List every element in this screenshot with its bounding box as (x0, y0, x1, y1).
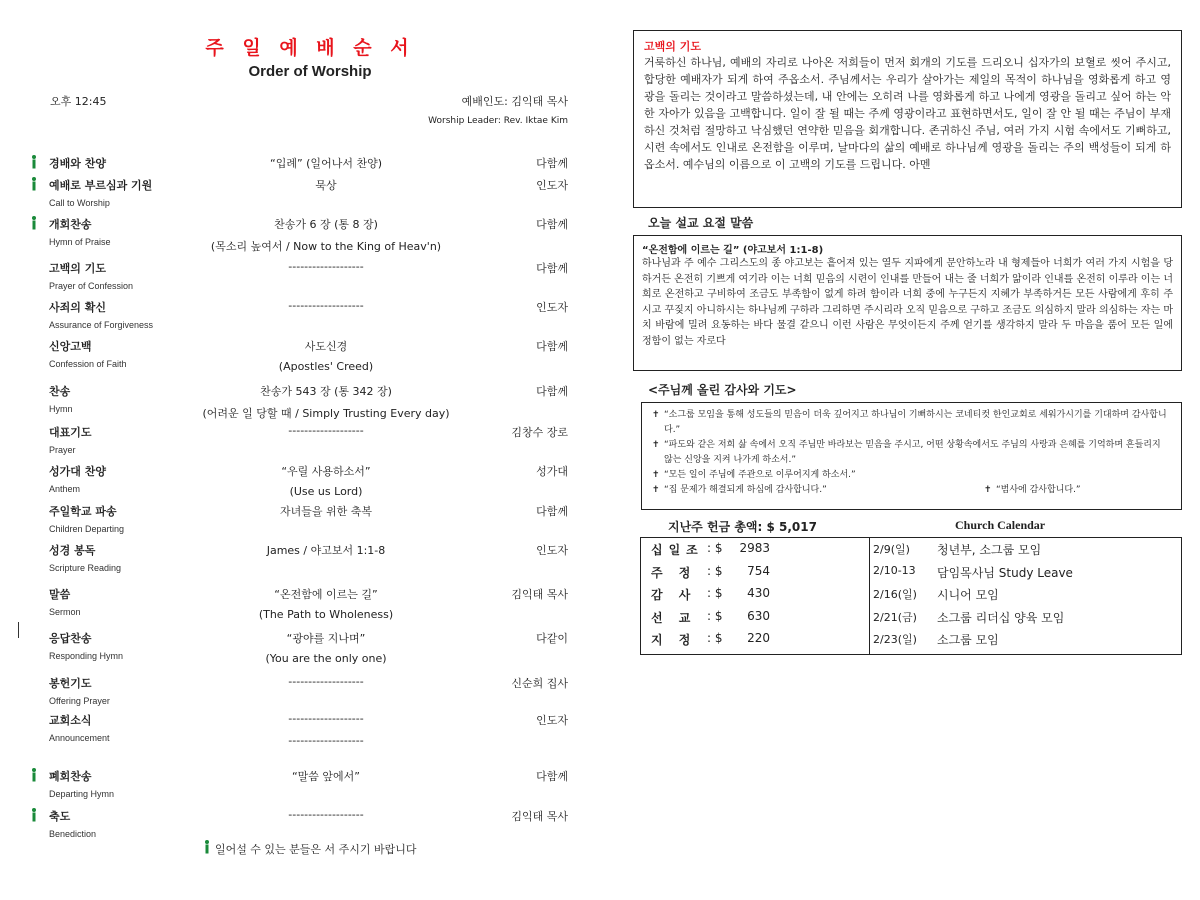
offering-calendar-row (641, 609, 1183, 631)
prayer-requests-box (641, 402, 1182, 510)
order-item-title: 신앙고백 (49, 340, 92, 353)
offering-calendar-row (641, 564, 1183, 586)
order-item-leader: 다함께 (536, 505, 568, 518)
order-item-leader: 다함께 (536, 340, 568, 353)
order-item-title: 예배로 부르심과 기원 (49, 179, 153, 192)
order-item (0, 338, 620, 378)
order-item-leader: 다함께 (536, 157, 568, 170)
order-item-detail: 찬송가 543 장 (통 342 장) (260, 385, 392, 398)
offering-calendar-row (641, 631, 1183, 653)
text-cursor (18, 622, 19, 638)
order-item-detail: ------------------- (288, 712, 364, 725)
order-item-english: Prayer of Confession (49, 281, 134, 291)
order-item-detail: “광야를 지나며” (286, 632, 366, 645)
calendar-date: 2/10-13 (873, 564, 916, 577)
standing-note (0, 840, 620, 857)
confession-heading: 고백의 기도 (644, 40, 701, 53)
order-item-leader: 김익태 목사 (511, 588, 568, 601)
order-item-leader: 인도자 (536, 544, 568, 557)
order-item (0, 424, 620, 464)
order-item-leader: 인도자 (536, 301, 568, 314)
dollar-sign: : $ (707, 541, 723, 555)
offering-amount: 754 (747, 564, 770, 578)
order-item-title: 찬송 (49, 385, 71, 398)
calendar-date: 2/23(일) (873, 633, 917, 646)
prayer-item: ✝ “집 문제가 해결되게 하심에 감사합니다.” (652, 483, 984, 498)
order-item-leader: 인도자 (536, 179, 568, 192)
order-item-detail: “입례” (일어나서 찬양) (270, 157, 382, 170)
order-item-title: 사죄의 확신 (49, 301, 106, 314)
order-item-leader: 다함께 (536, 770, 568, 783)
order-item-detail: “말씀 앞에서” (291, 770, 361, 783)
dollar-sign: : $ (707, 586, 723, 600)
order-item (0, 586, 620, 626)
offering-category: 주 정 (651, 566, 697, 580)
offering-amount: 630 (747, 609, 770, 623)
confession-text: 거룩하신 하나님, 예배의 자리로 나아온 저희들이 먼저 회개의 기도를 드리오니 십자가의 보혈로 씻어 주시고, 합당한 예배자가 되게 하여 주옵소서. 주님께서는 우리가 살아가는 제일의 목적이 하나님을 영화롭게 하고 영광을 돌리는 것이라고 말씀하셨는데, 내 안에는 오히려 나를 영화롭게 하고 나에게 영광을 돌리고 싶어 하는 악한 자아가 있음을 고백합니다. 일이 잘 될 때는 주께 영광이라고 표현하면서도, 일이 잘 안 될 때는 주님이 부재하신 것처럼 절망하고 낙심했던 연약한 믿음을 회개합니다. 존귀하신 주님, 여러 가지 시험 속에서도 기뻐하고, 시련 속에서도 인내로 온전함을 이루며, 날마다의 삶의 예배로 하나님께 영광을 돌리는 주의 백성들이 되게 하옵소서. 예수님의 이름으로 이 고백의 기도를 드립니다. 아멘 (644, 56, 1171, 171)
order-item-leader: 김익태 목사 (511, 810, 568, 823)
cross-icon: ✝ (652, 485, 660, 495)
order-item-title: 성가대 찬양 (49, 465, 106, 478)
sermon-summary-text: 하나님과 주 예수 그리스도의 종 야고보는 흩어져 있는 열두 지파에게 문안하노라 내 형제들아 너희가 여러 가지 시험을 당하거든 온전히 기쁘게 여기라 이는 너희 믿음의 시련이 인내를 만들어 내는 줄 너희가 앎이라 인내를 온전히 이루라 이는 너희로 온전하고 구비하여 조금도 부족함이 없게 하려 함이라 너희 중에 누구든지 지혜가 부족하거든 모든 사람에게 후히 주시고 꾸짖지 아니하시는 하나님께 구하라 그리하면 주시리라 오직 믿음으로 구하고 조금도 의심하지 말라 의심하는 자는 마치 바람에 밀려 요동하는 바다 물결 같으니 이런 사람은 무엇이든지 주께 얻기를 생각하지 말라 두 마음을 품어 모든 일에 정함이 없는 자로다 (642, 258, 1173, 347)
order-item (0, 463, 620, 503)
order-item (0, 383, 620, 423)
prayer-item: ✝ “소그룹 모임을 통해 성도들의 믿음이 더욱 깊어지고 하나님이 기뻐하시는 코네티컷 한인교회로 세워가시기를 기대하며 감사합니다.” (652, 410, 1167, 435)
order-item-detail-english: (You are the only one) (265, 652, 387, 665)
order-item-leader: 김창수 장로 (511, 426, 568, 439)
order-item-title: 응답찬송 (49, 632, 92, 645)
sermon-summary-title: “온전함에 이르는 길” (야고보서 1:1-8) (642, 245, 824, 256)
order-item-detail-english: ------------------- (288, 734, 364, 747)
order-item-english: Scripture Reading (49, 563, 122, 573)
order-item-detail: ------------------- (288, 424, 364, 437)
offering-category: 선 교 (651, 611, 697, 625)
order-item-detail: 자녀들을 위한 축복 (279, 505, 372, 518)
order-item-detail: ------------------- (288, 299, 364, 312)
order-item-detail-english: (Apostles' Creed) (278, 360, 374, 373)
order-item-title: 고백의 기도 (49, 262, 106, 275)
order-item-detail: 사도신경 (304, 340, 348, 353)
order-item-leader: 다함께 (536, 385, 568, 398)
offering-calendar-row (641, 541, 1183, 563)
offering-calendar-table (640, 537, 1182, 655)
order-item-english: Announcement (49, 733, 110, 743)
calendar-date: 2/16(일) (873, 588, 917, 601)
calendar-event: 소그룹 리더십 양육 모임 (937, 611, 1065, 625)
sermon-summary-heading: 오늘 설교 요절 말씀 (648, 216, 754, 230)
sermon-summary-box (633, 235, 1182, 371)
standing-note-text: 일어설 수 있는 분들은 서 주시기 바랍니다 (214, 843, 417, 856)
cross-icon: ✝ (652, 470, 660, 480)
order-item-english: Hymn of Praise (49, 237, 111, 247)
offering-calendar-row (641, 586, 1183, 608)
order-item (0, 712, 620, 752)
order-item-leader: 다함께 (536, 218, 568, 231)
order-item-title: 교회소식 (49, 714, 92, 727)
order-item-english: Confession of Faith (49, 359, 127, 369)
worship-leader-korean: 예배인도: 김익태 목사 (461, 95, 568, 108)
cross-icon: ✝ (652, 410, 660, 420)
order-item (0, 503, 620, 543)
order-item-english: Anthem (49, 484, 81, 494)
calendar-event: 담임목사님 Study Leave (937, 566, 1073, 580)
offering-category: 십일조 (651, 543, 704, 557)
bulletin-title-english: Order of Worship (248, 63, 372, 80)
cross-icon: ✝ (984, 485, 992, 495)
order-item (0, 675, 620, 715)
standing-person-icon (30, 177, 38, 191)
order-item (0, 630, 620, 670)
order-item-detail-english: (The Path to Wholeness) (258, 608, 394, 621)
order-item (0, 542, 620, 582)
cross-icon: ✝ (652, 440, 660, 450)
order-item-detail: 찬송가 6 장 (통 8 장) (274, 218, 378, 231)
order-item-title: 개회찬송 (49, 218, 92, 231)
prayer-item: ✝ “파도와 같은 저희 삶 속에서 오직 주님만 바라보는 믿음을 주시고, 어떤 상황속에서도 주님의 사랑과 은혜를 기억하며 흔들리지 않는 신앙을 지켜 나가게 하소서.” (652, 440, 1161, 465)
order-item-english: Sermon (49, 607, 81, 617)
order-item-title: 봉헌기도 (49, 677, 92, 690)
order-item-detail: ------------------- (288, 808, 364, 821)
standing-person-icon (30, 768, 38, 782)
standing-person-icon (30, 808, 38, 822)
order-item-title: 경배와 찬양 (49, 157, 106, 170)
order-item-title: 성경 봉독 (49, 544, 96, 557)
dollar-sign: : $ (707, 609, 723, 623)
order-item-english: Hymn (49, 404, 73, 414)
dollar-sign: : $ (707, 564, 723, 578)
order-item-english: Prayer (49, 445, 76, 455)
order-item (0, 216, 620, 256)
standing-person-icon (203, 840, 211, 854)
order-item-title: 주일학교 파송 (49, 505, 117, 518)
order-item-title: 대표기도 (49, 426, 92, 439)
order-item-english: Call to Worship (49, 198, 110, 208)
order-item-title: 폐회찬송 (49, 770, 92, 783)
offering-category: 감 사 (651, 588, 697, 602)
calendar-event: 시니어 모임 (937, 588, 999, 602)
prayer-item: ✝ “범사에 감사합니다.” (984, 483, 1081, 498)
calendar-date: 2/9(일) (873, 543, 910, 556)
bulletin-title-korean: 주 일 예 배 순 서 (205, 37, 415, 59)
order-item-detail-english: (Use us Lord) (289, 485, 363, 498)
church-calendar-heading: Church Calendar (955, 518, 1046, 532)
order-item-detail: James / 야고보서 1:1-8 (266, 544, 386, 557)
order-item-english: Benediction (49, 829, 97, 839)
order-item-leader: 인도자 (536, 714, 568, 727)
order-item-english: Assurance of Forgiveness (49, 320, 154, 330)
calendar-event: 소그룹 모임 (937, 633, 999, 647)
order-item-english: Offering Prayer (49, 696, 110, 706)
order-item (0, 299, 620, 339)
order-item (0, 768, 620, 808)
order-item (0, 260, 620, 300)
order-item-detail: 묵상 (315, 179, 337, 192)
prayer-requests-heading: <주님께 올린 감사와 기도> (648, 383, 797, 397)
order-item-leader: 신순희 집사 (511, 677, 568, 690)
order-item-detail: ------------------- (288, 675, 364, 688)
order-item-english: Departing Hymn (49, 789, 115, 799)
offering-total-heading: 지난주 헌금 총액: $ 5,017 (668, 520, 817, 534)
order-item (0, 177, 620, 217)
offering-amount: 2983 (739, 541, 770, 555)
calendar-event: 청년부, 소그룹 모임 (937, 543, 1042, 557)
order-item-english: Children Departing (49, 524, 125, 534)
calendar-date: 2/21(금) (873, 611, 917, 624)
dollar-sign: : $ (707, 631, 723, 645)
order-item-detail: ------------------- (288, 260, 364, 273)
offering-category: 지 정 (651, 633, 697, 647)
order-item-title: 말씀 (49, 588, 71, 601)
prayer-item: ✝ “모든 일이 주님에 주관으로 이루어지게 하소서.” (652, 468, 1171, 483)
order-item-detail-english: (목소리 높여서 / Now to the King of Heav'n) (210, 240, 442, 253)
standing-person-icon (30, 216, 38, 230)
order-item-leader: 다함께 (536, 262, 568, 275)
order-item-english: Responding Hymn (49, 651, 124, 661)
worship-leader-english: Worship Leader: Rev. Iktae Kim (428, 116, 568, 126)
order-item-leader: 성가대 (536, 465, 568, 478)
offering-amount: 430 (747, 586, 770, 600)
order-item-title: 축도 (49, 810, 71, 823)
order-item-detail: “온전함에 이르는 길” (274, 588, 378, 601)
service-time: 오후 12:45 (50, 95, 107, 108)
order-item-detail-english: (어려운 일 당할 때 / Simply Trusting Every day) (202, 407, 450, 420)
standing-person-icon (30, 155, 38, 169)
order-item-leader: 다같이 (536, 632, 568, 645)
confession-prayer-box (633, 30, 1182, 208)
order-item-detail: “우릴 사용하소서” (281, 465, 371, 478)
offering-amount: 220 (747, 631, 770, 645)
